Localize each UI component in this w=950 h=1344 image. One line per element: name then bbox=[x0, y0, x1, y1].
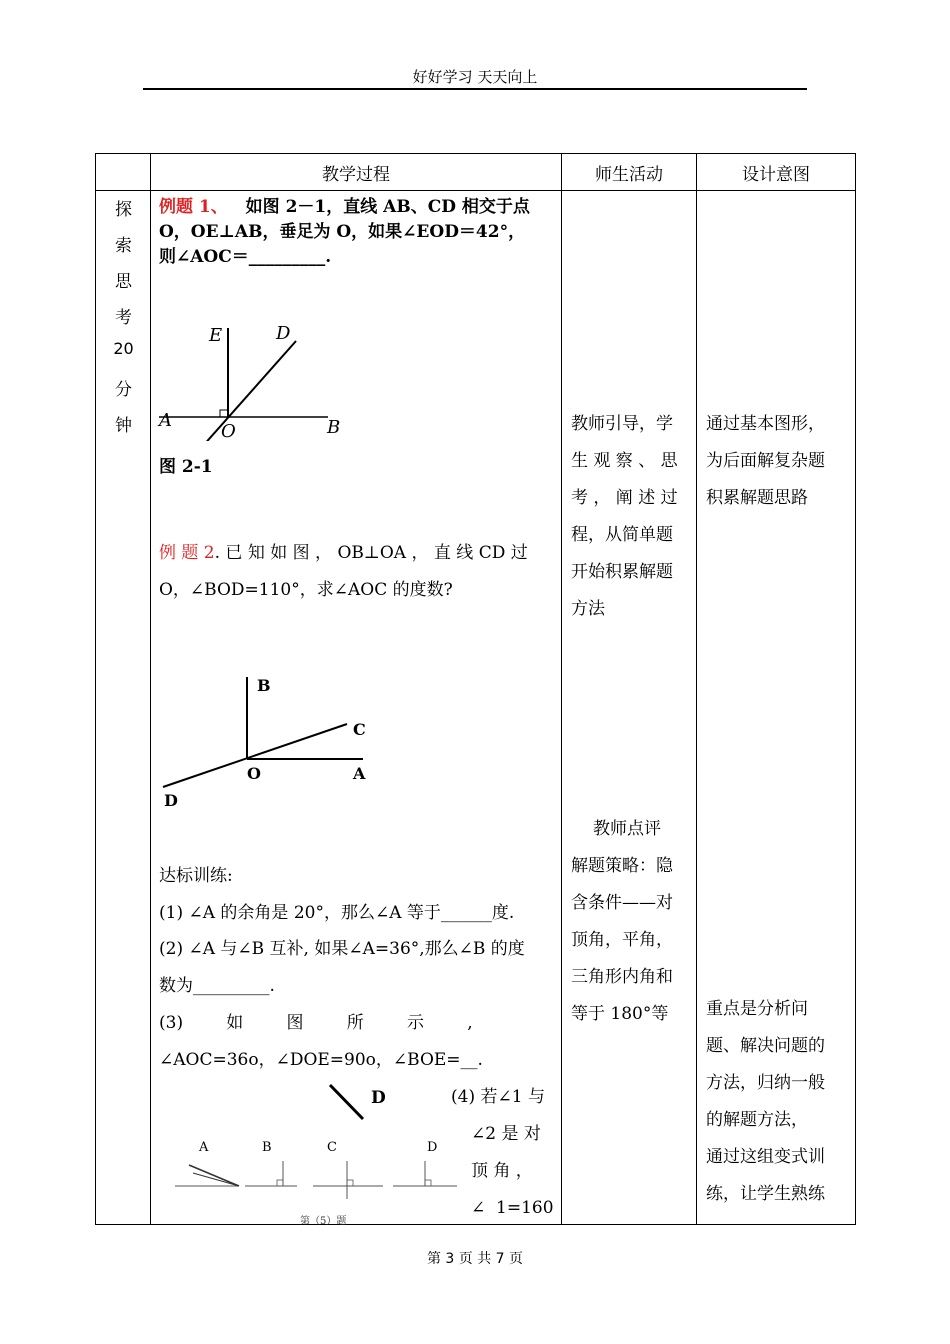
table-body-row bbox=[96, 191, 856, 1225]
page-footer: 第 3 页 共 7 页 bbox=[426, 1251, 524, 1267]
side-char: 考 bbox=[115, 308, 132, 328]
example1-text bbox=[159, 195, 559, 270]
label-a2: A bbox=[353, 764, 366, 783]
intent2-line: 题、解决问题的 bbox=[706, 1036, 825, 1056]
label-o2: O bbox=[247, 764, 261, 783]
label-e: E bbox=[209, 325, 223, 346]
header-rule bbox=[143, 88, 807, 90]
header-blank bbox=[96, 154, 151, 191]
side-char: 探 bbox=[115, 200, 132, 220]
subfig-label-c: C bbox=[327, 1140, 337, 1155]
example2-line1: . 已 知 如 图 ， OB⊥OA ， 直 线 CD 过 bbox=[214, 543, 528, 563]
figure-2-1-caption: 图 2-1 bbox=[159, 457, 213, 477]
example1-label: 例题 1、 bbox=[159, 197, 228, 217]
header-process: 教学过程 bbox=[151, 154, 562, 191]
intent2-line: 通过这组变式训 bbox=[706, 1147, 825, 1167]
subfig-b-right-angle bbox=[277, 1180, 283, 1186]
activity2-line: 解题策略：隐 bbox=[571, 856, 673, 876]
activity2-line: 等于 180°等 bbox=[571, 1004, 669, 1024]
fig-top-label: D bbox=[371, 1088, 386, 1108]
side-char: 分 bbox=[115, 380, 132, 400]
label-d: D bbox=[276, 323, 291, 344]
label-d2: D bbox=[164, 791, 178, 810]
label-b2: B bbox=[257, 676, 271, 695]
side-char: 20 bbox=[113, 339, 134, 358]
intent1-line: 为后面解复杂题 bbox=[706, 451, 825, 471]
intent2-line: 重点是分析问 bbox=[706, 999, 808, 1019]
practice-q2a: (2) ∠A 与∠B 互补, 如果∠A=36°,那么∠B 的度 bbox=[159, 939, 525, 959]
subfig-a-ray1 bbox=[189, 1165, 239, 1186]
activity1-line: 方法 bbox=[571, 599, 605, 619]
intent-block-1 bbox=[706, 406, 854, 517]
example2-label: 例 题 2 bbox=[159, 543, 215, 563]
subfig-label-a: A bbox=[199, 1140, 209, 1155]
figure-practice5 bbox=[167, 1081, 457, 1231]
activity2-line: 三角形内角和 bbox=[571, 967, 673, 987]
example2-line2: O，∠BOD=110°，求∠AOC 的度数? bbox=[159, 580, 453, 600]
side-cell bbox=[96, 191, 151, 1225]
practice-q4d: ∠ 1=160 bbox=[471, 1198, 554, 1218]
practice-q1: (1) ∠A 的余角是 20°，那么∠A 等于______度. bbox=[159, 903, 515, 923]
table-header-row bbox=[96, 154, 856, 191]
subfig-c-right-angle bbox=[347, 1180, 353, 1186]
practice-title: 达标训练: bbox=[159, 866, 233, 886]
label-a: A bbox=[159, 410, 172, 431]
fig-practice-caption: 第（5）题 bbox=[300, 1216, 347, 1227]
intent2-line: 方法，归纳一般 bbox=[706, 1073, 825, 1093]
figure-example2 bbox=[151, 661, 411, 821]
practice-q4b: ∠2 是 对 bbox=[471, 1124, 541, 1144]
intent1-line: 通过基本图形， bbox=[706, 414, 825, 434]
activity-block-2 bbox=[571, 811, 695, 1033]
intent2-line: 练，让学生熟练 bbox=[706, 1184, 825, 1204]
side-char: 思 bbox=[115, 272, 132, 292]
subfig-d-right-angle bbox=[425, 1180, 431, 1186]
practice-q3b: ∠AOC=36o，∠DOE=90o，∠BOE=__. bbox=[159, 1050, 483, 1070]
activity1-line: 开始积累解题 bbox=[571, 562, 673, 582]
activity2-line: 含条件——对 bbox=[571, 893, 673, 913]
intent1-line: 积累解题思路 bbox=[706, 488, 808, 508]
practice-q3a: (3) 如 图 所 示 , bbox=[159, 1013, 473, 1033]
header-activity: 师生活动 bbox=[562, 154, 697, 191]
intent-block-2 bbox=[706, 991, 854, 1213]
right-angle-mark bbox=[220, 410, 228, 417]
subfig-label-d: D bbox=[427, 1140, 438, 1155]
activity2-line: 顶角，平角， bbox=[571, 930, 673, 950]
line-cd bbox=[194, 341, 296, 441]
intent-cell bbox=[697, 191, 856, 1225]
page-header: 好好学习 天天向上 bbox=[412, 68, 538, 86]
example1-line3: 则∠AOC＝_________. bbox=[159, 247, 332, 267]
label-c2: C bbox=[353, 720, 366, 739]
example2-line1-wrap bbox=[159, 535, 554, 572]
figure-2-1 bbox=[151, 281, 391, 441]
example1-line2: O，OE⊥AB，垂足为 O，如果∠EOD＝42°， bbox=[159, 222, 526, 242]
practice-q4a: (4) 若∠1 与 bbox=[451, 1087, 545, 1107]
intent2-line: 的解题方法， bbox=[706, 1110, 808, 1130]
activity1-line: 程，从简单题 bbox=[571, 525, 673, 545]
diag-mark bbox=[330, 1085, 363, 1119]
side-char: 索 bbox=[115, 236, 132, 256]
activity1-line: 考 ， 阐 述 过 bbox=[571, 488, 678, 508]
side-char: 钟 bbox=[115, 416, 132, 436]
practice-q4c: 顶 角 ， bbox=[471, 1161, 533, 1181]
activity-cell bbox=[562, 191, 697, 1225]
activity-block-1 bbox=[571, 406, 691, 628]
example1-line1: 如图 2－1，直线 AB、CD 相交于点 bbox=[245, 197, 530, 217]
activity2-line: 教师点评 bbox=[593, 819, 661, 839]
activity1-line: 生 观 察 、 思 bbox=[571, 451, 678, 471]
practice-q2b: 数为_________. bbox=[159, 976, 275, 996]
activity1-line: 教师引导，学 bbox=[571, 414, 673, 434]
subfig-label-b: B bbox=[262, 1140, 272, 1155]
header-intent: 设计意图 bbox=[697, 154, 856, 191]
subfig-a-ray2 bbox=[193, 1173, 239, 1186]
lesson-table bbox=[95, 153, 856, 1225]
label-o: O bbox=[221, 421, 236, 441]
label-b: B bbox=[327, 417, 341, 438]
process-cell bbox=[151, 191, 562, 1225]
